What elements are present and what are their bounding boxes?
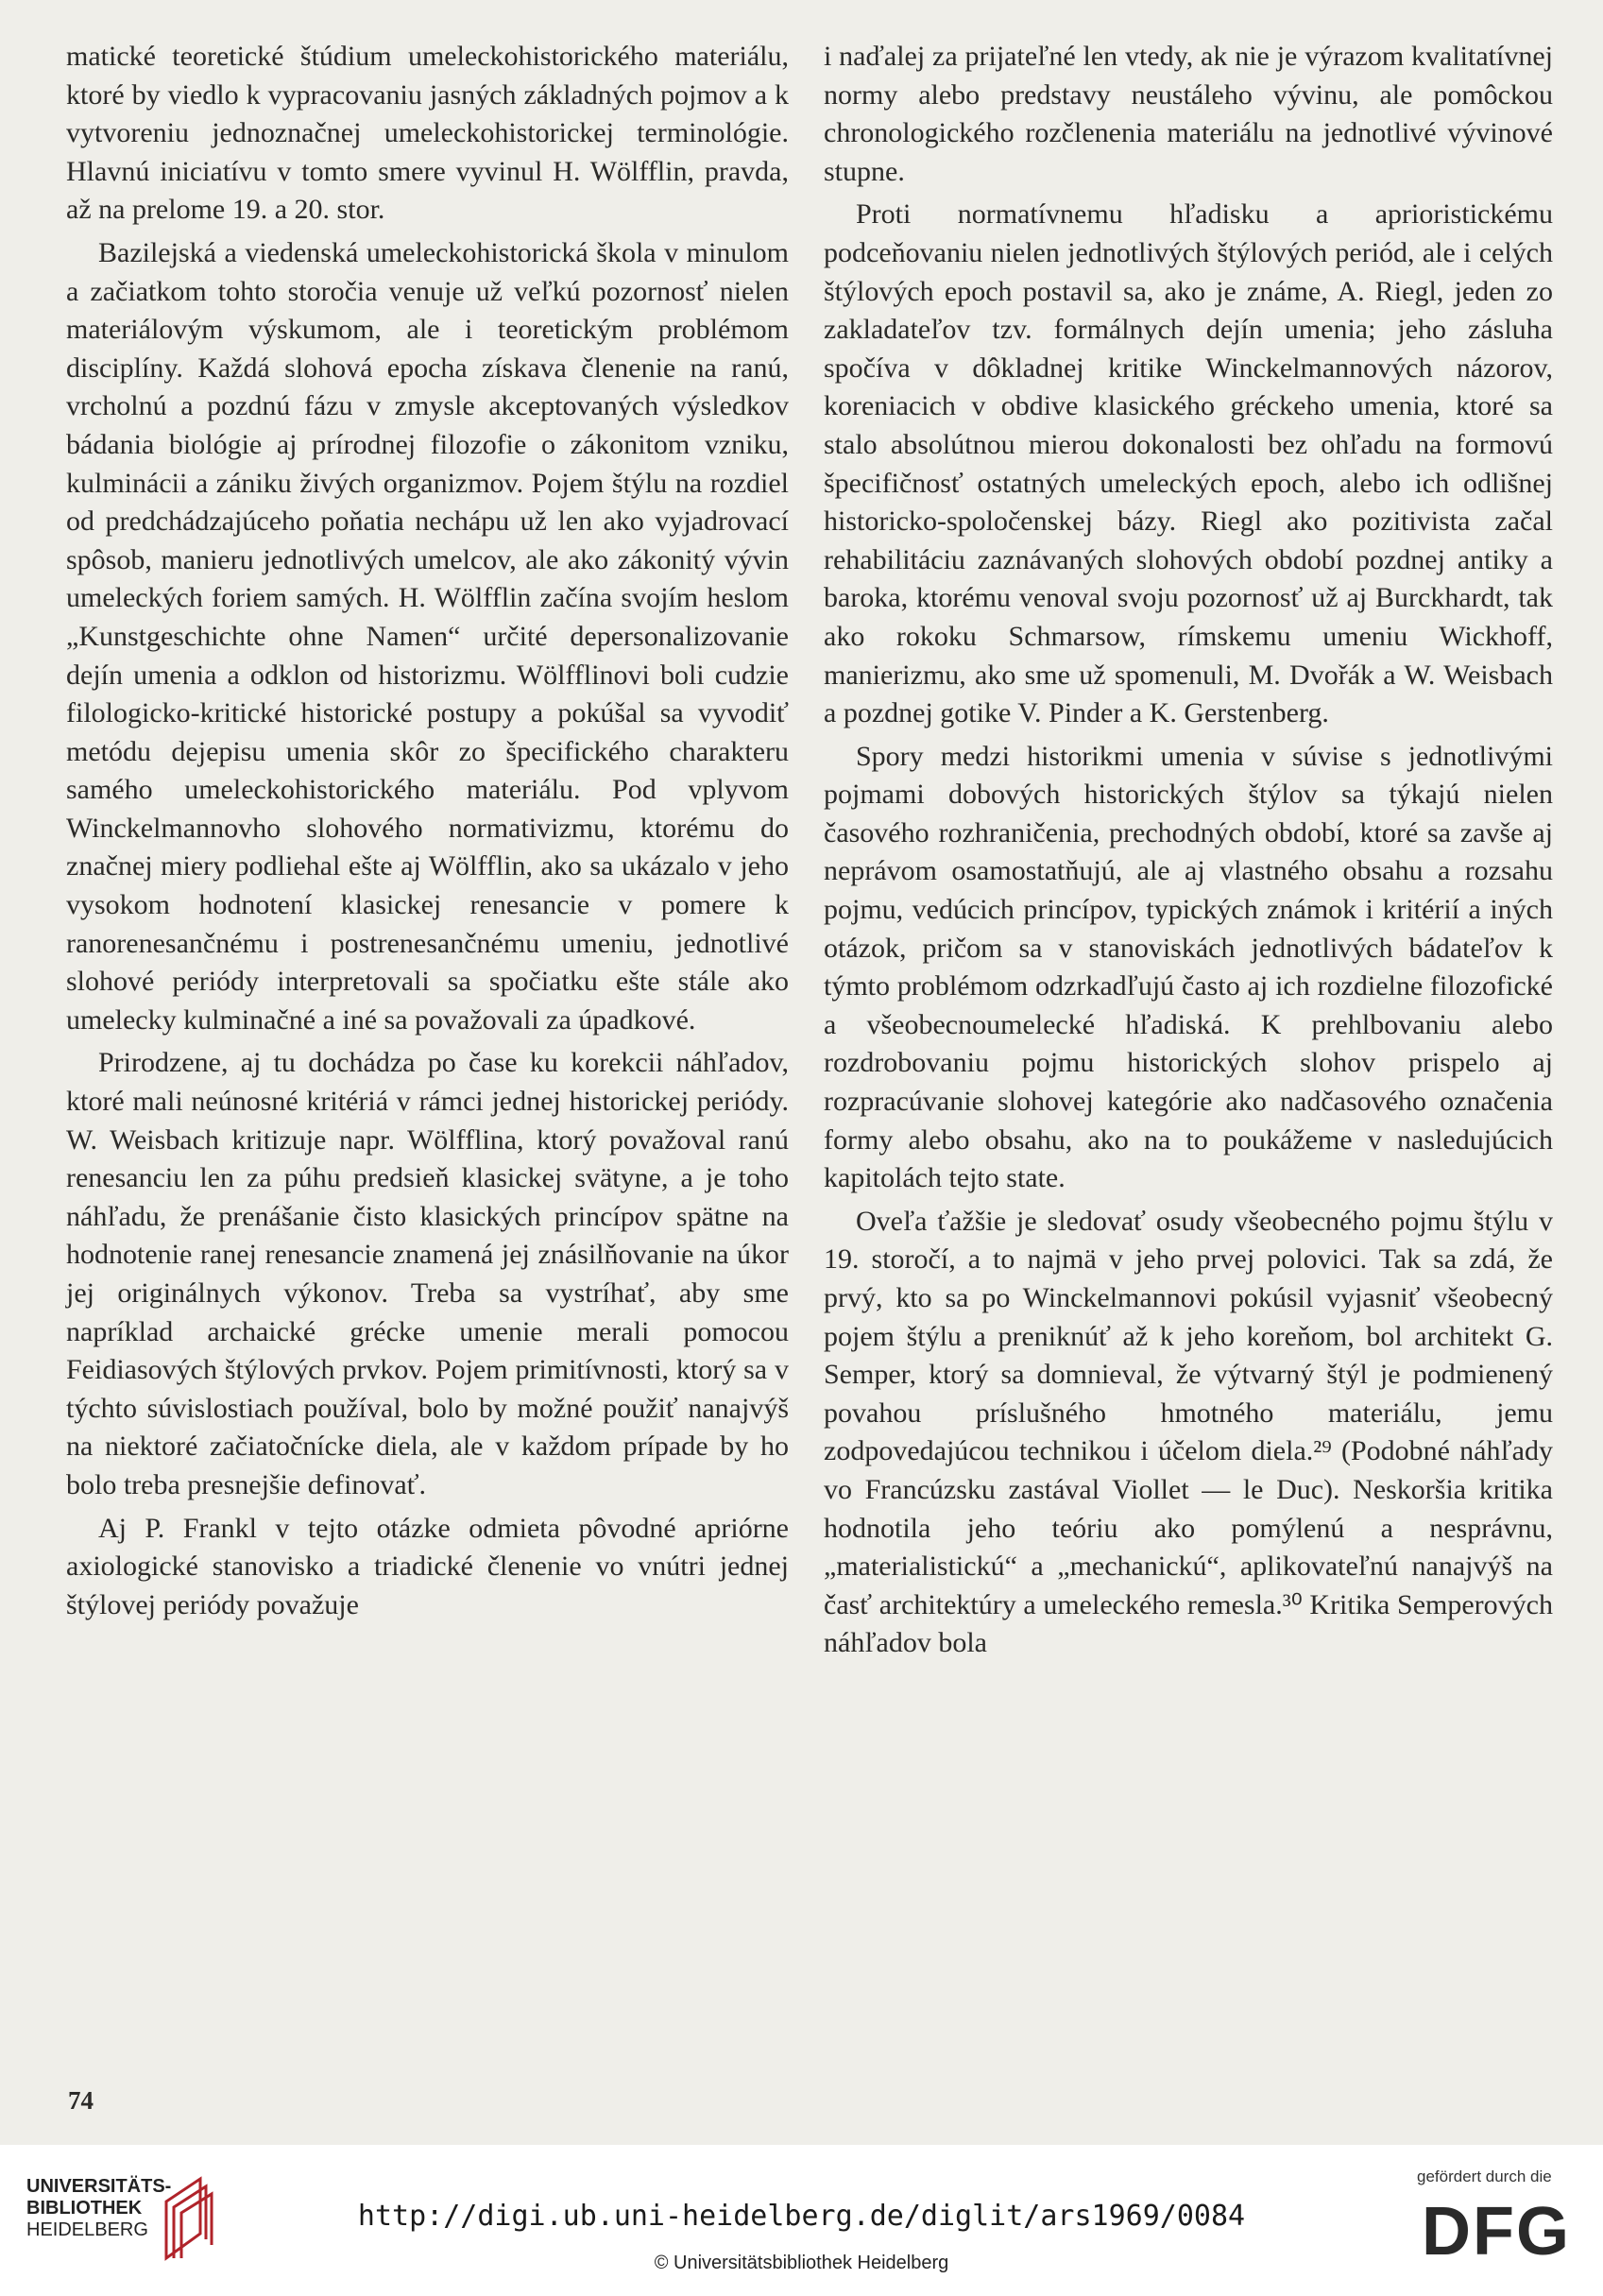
paragraph: Oveľa ťažšie je sledovať osudy všeobecného pojmu štýlu v 19. storočí, a to najmä v jeho prvej polovici. Tak sa zdá, že prvý, kto sa po Winckelmannovi pokúsil vyjasniť všeobecný pojem štýlu a preniknúť až k jeho koreňom, bol architekt G. Semper, ktorý sa domnieval, že výtvarný štýl je podmienený povahou príslušného hmotného materiálu, jemu zodpovedajúcou technikou i účelom diela.²⁹ (Podobné náhľady vo Francúzsku zastával Viollet — le Duc). Neskoršia kritika hodnotila jeho teóriu ako pomýlenú a nesprávnu, „materialistickú“ a „mechanickú“, aplikovateľnú nanajvýš na časť architektúry a umeleckého remesla.³⁰ Kritika Semperových náhľadov bola bbox=[824, 1205, 1553, 1659]
left-text-column bbox=[66, 38, 789, 1629]
funding-label: gefördert durch die bbox=[1417, 2167, 1552, 2185]
paragraph: Proti normatívnemu hľadisku a aprioristickému podceňovaniu nielen jednotlivých štýlových periód, ale i celých štýlových epoch postavil sa, ako je známe, A. Riegl, jeden zo zakladateľov tzv. formálnych dejín umenia; jeho zásluha spočíva v dôkladnej kritike Winckelmannových názorov, koreniacich v obdive klasického gréckeho umenia, ktoré sa stalo absolútnou mierou dokonalosti bez ohľadu na formovú špecifičnosť ostatných umeleckých epoch, alebo ich odlišnej historicko-spoločenskej bázy. Riegl ako pozitivista začal rehabilitáciu zaznávaných slohových období pozdnej antiky a baroka, ktorému venoval svoju pozornosť už aj Burckhardt, tak ako rokoku Schmarsow, rímskemu umeniu Wickhoff, manierizmu, ako sme už spomenuli, M. Dvořák a W. Weisbach a pozdnej gotike V. Pinder a K. Gerstenberg. bbox=[824, 198, 1553, 729]
copyright-notice: © Universitätsbibliothek Heidelberg bbox=[654, 2253, 949, 2273]
library-name-line: HEIDELBERG bbox=[26, 2219, 148, 2240]
permalink-url[interactable]: http://digi.ub.uni-heidelberg.de/diglit/ars1969/0084 bbox=[357, 2200, 1246, 2233]
paragraph: Spory medzi historikmi umenia v súvise s jednotlivými pojmami dobových historických štýlov sa týkajú nielen časového rozhraničenia, prechodných období, ktoré sa zavše aj neprávom osamostatňujú, ale aj vlastného obsahu a rozsahu pojmu, vedúcich princípov, typických známok i kritérií a iných otázok, pričom sa v stanoviskách jednotlivých bádateľov k týmto problémom odzrkadľujú často aj ich rozdielne filozofické a všeobecnoumelecké hľadiská. K prehlbovaniu alebo rozdrobovaniu pojmu historických slohov prispelo aj rozpracúvanie slohovej kategórie ako nadčasového označenia formy alebo obsahu, ako na to poukážeme v nasledujúcich kapitolách tejto state. bbox=[824, 740, 1553, 1194]
paragraph: i naďalej za prijateľné len vtedy, ak nie je výrazom kvalitatívnej normy alebo predstavy neustáleho vývinu, ale pomôckou chronologického rozčlenenia materiálu na jednotlivé vývinové stupne. bbox=[824, 41, 1553, 187]
paragraph: Prirodzene, aj tu dochádza po čase ku korekcii náhľadov, ktoré mali neúnosné kritériá v rámci jednej historickej periódy. W. Weisbach kritizuje napr. Wölfflina, ktorý považoval ranú renesanciu len za púhu predsieň klasickej svätyne, a je toho náhľadu, že prenášanie čisto klasických princípov spätne na hodnotenie ranej renesancie znamená jej znásilňovanie na úkor jej originálnych výkonov. Treba sa vystríhať, aby sme napríklad archaické grécke umenie merali pomocou Feidiasových štýlových prvkov. Pojem primitívnosti, ktorý sa v týchto súvislostiach používal, bolo by možné použiť nanajvýš na niektoré začiatočnícke diela, ale v každom prípade by ho bolo treba presnejšie definovať. bbox=[66, 1047, 789, 1500]
paragraph: Aj P. Frankl v tejto otázke odmieta pôvodné apriórne axiologické stanovisko a triadické členenie vo vnútri jednej štýlovej periódy považuje bbox=[66, 1512, 789, 1620]
library-name-line: UNIVERSITÄTS- bbox=[26, 2176, 172, 2197]
paragraph: matické teoretické štúdium umeleckohistorického materiálu, ktoré by viedlo k vypracovaniu jasných základných pojmov a k vytvoreniu jednoznačnej umeleckohistorickej terminológie. Hlavnú iniciatívu v tomto smere vyvinul H. Wölfflin, pravda, až na prelome 19. a 20. stor. bbox=[66, 41, 789, 226]
dfg-logo: DFG bbox=[1422, 2194, 1571, 2270]
right-text-column bbox=[824, 38, 1553, 1668]
library-name-line: BIBLIOTHEK bbox=[26, 2198, 143, 2219]
paragraph: Bazilejská a viedenská umeleckohistorická škola v minulom a začiatkom tohto storočia venuje už veľkú pozornosť nielen materiálovým výskumom, ale i teoretickým problémom disciplíny. Každá slohová epocha získava členenie na ranú, vrcholnú a pozdnú fázu v zmysle akceptovaných výsledkov bádania biológie aj prírodnej filozofie o zákonitom vzniku, kulminácii a zániku živých organizmov. Pojem štýlu na rozdiel od predchádzajúceho poňatia nechápu už len ako vyjadrovací spôsob, manieru jednotlivých umelcov, ale ako zákonitý vývin umeleckých foriem samých. H. Wölfflin začína svojím heslom „Kunstgeschichte ohne Namen“ určité depersonalizovanie dejín umenia a odklon od historizmu. Wölfflinovi boli cudzie filologicko-kritické historické postupy a pokúšal sa vyvodiť metódu dejepisu umenia skôr zo špecifického charakteru samého umeleckohistorického materiálu. Pod vplyvom Winckelmannovho slohového normativizmu, ktorému do značnej miery podliehal ešte aj Wölfflin, ako sa ukázalo v jeho vysokom hodnotení klasickej renesancie v pomere k ranorenesančnému i postrenesančnému umeniu, jednotlivé slohové periódy interpretovali sa spočiatku ešte stále ako umelecky kulminačné a iné sa považovali za úpadkové. bbox=[66, 236, 789, 1036]
page-number: 74 bbox=[68, 2086, 94, 2115]
